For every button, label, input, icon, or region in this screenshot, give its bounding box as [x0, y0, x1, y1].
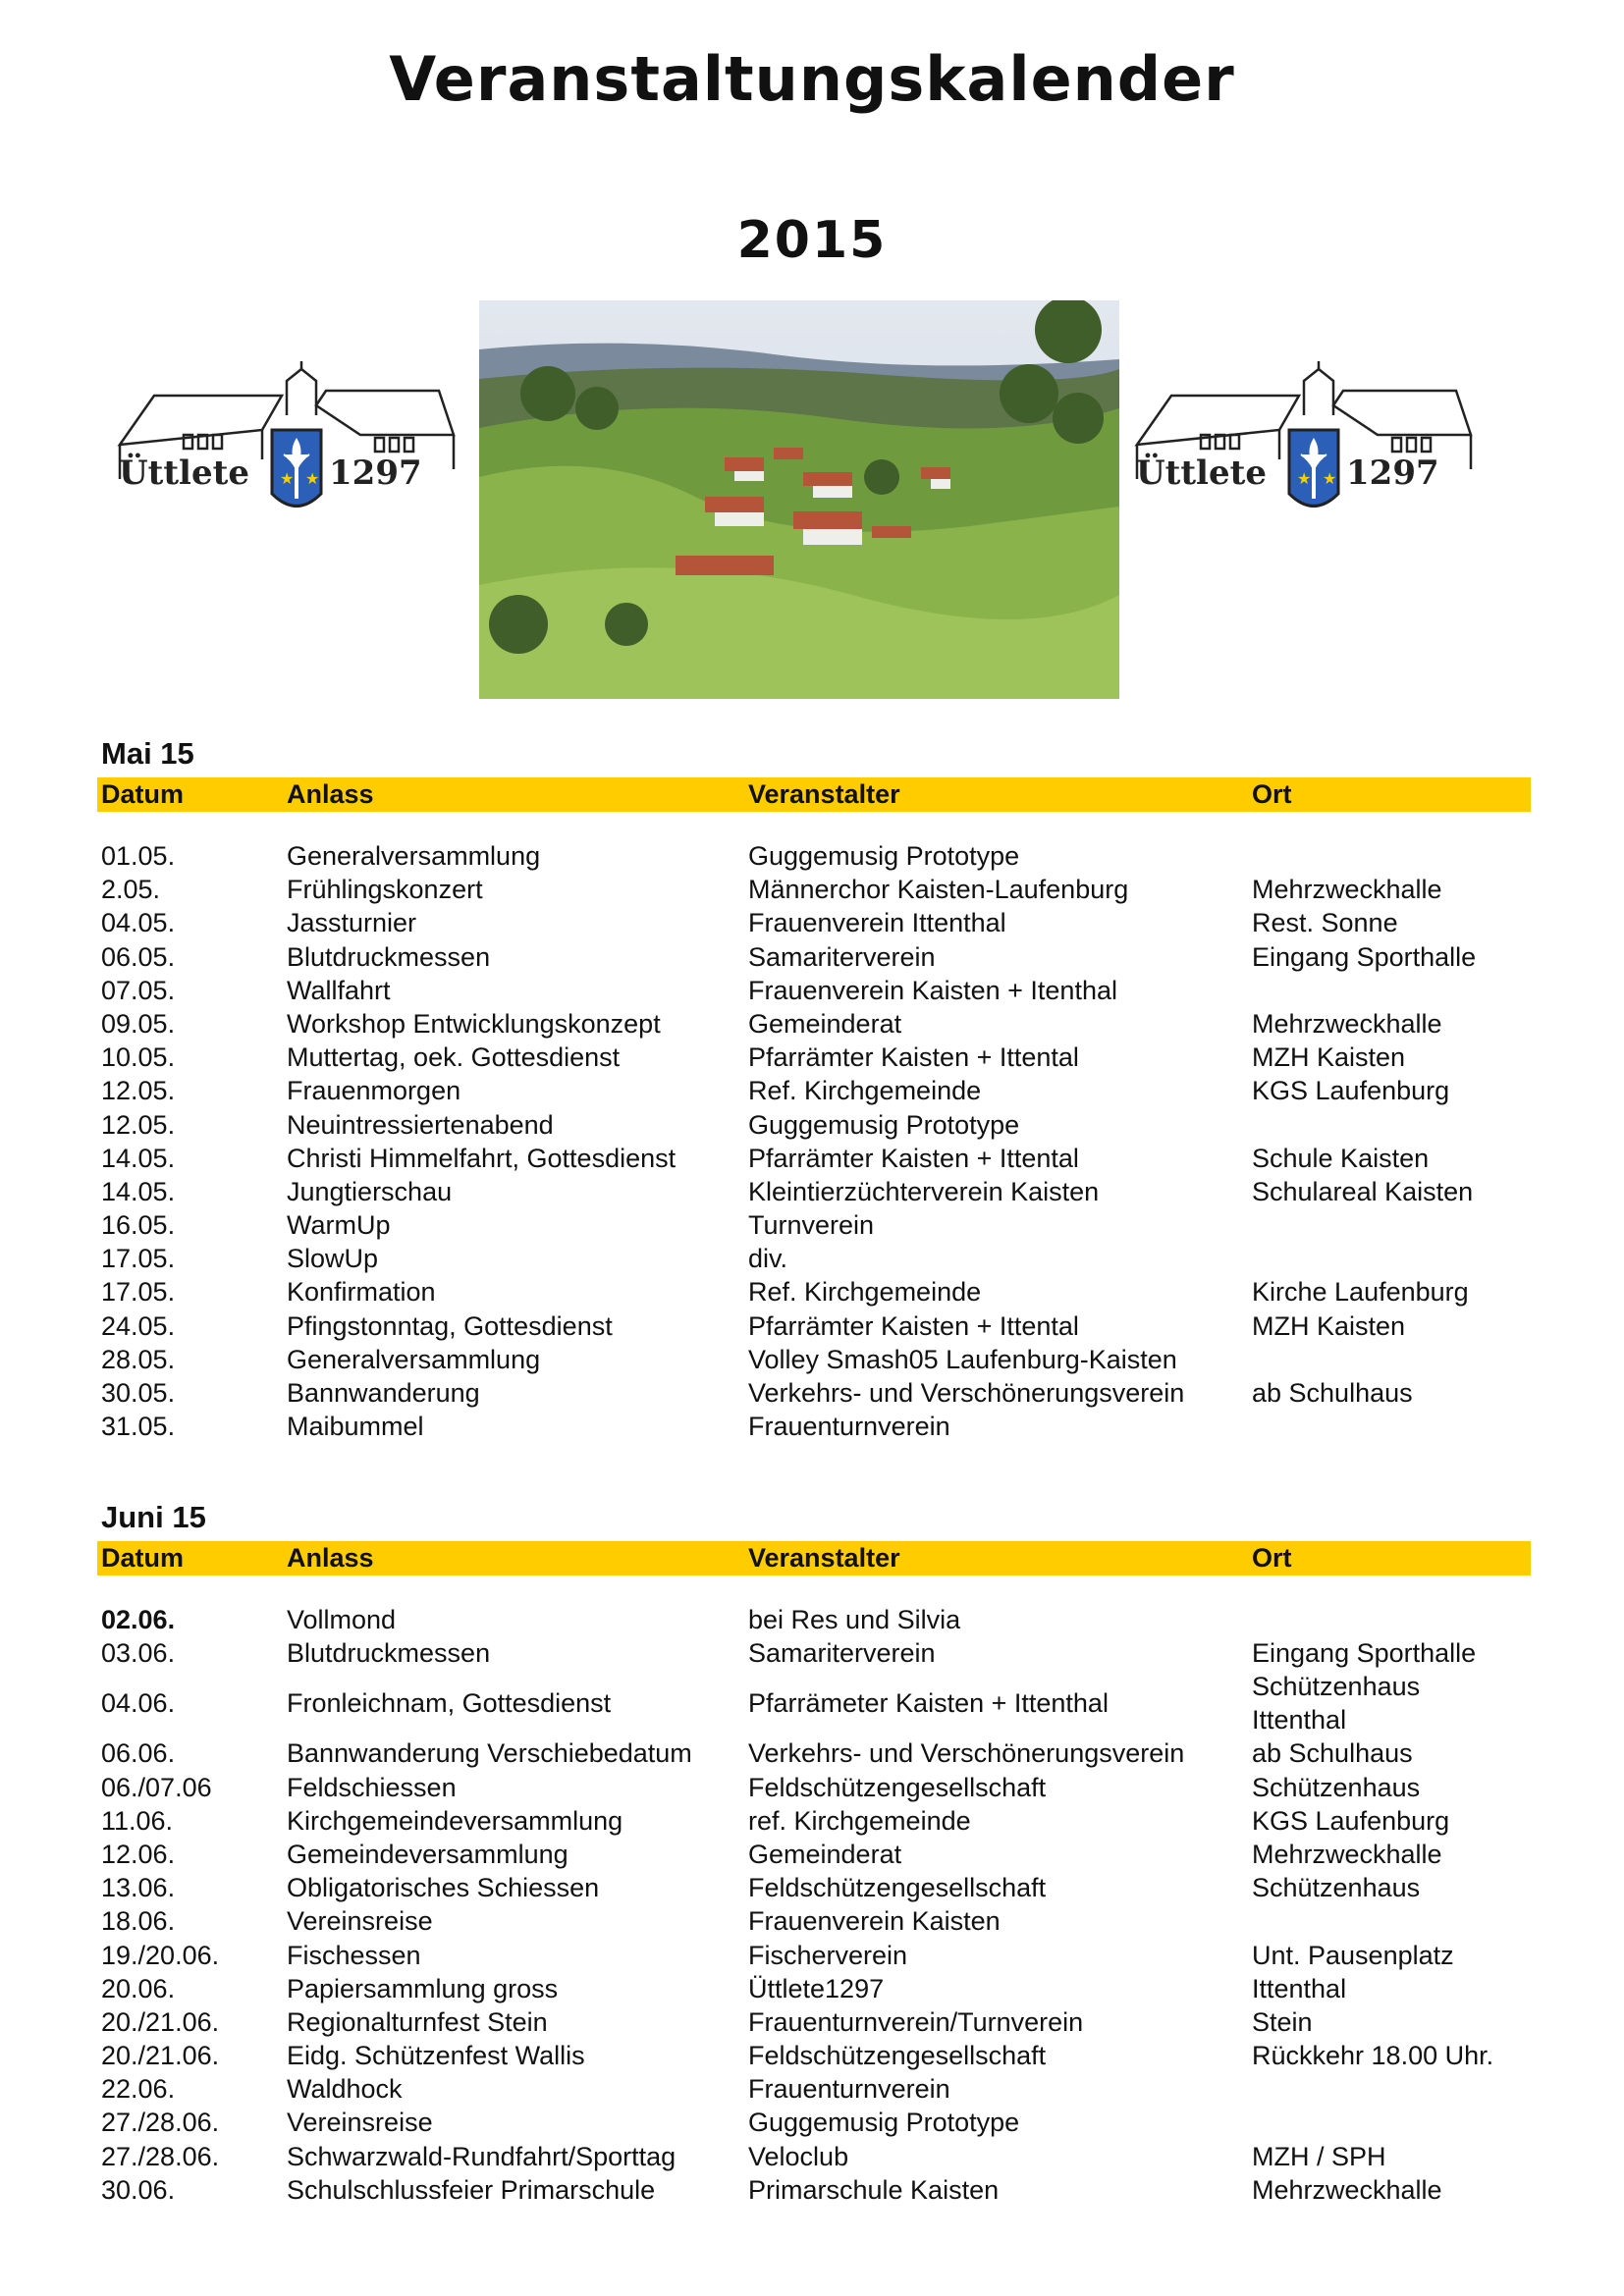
row-organizer: Fischerverein — [748, 1940, 908, 1970]
row-event: Kirchgemeindeversammlung — [287, 1805, 623, 1836]
row-organizer: Frauenverein Kaisten — [748, 1906, 1001, 1937]
row-date: 27./28.06. — [101, 2108, 220, 2138]
table-row — [97, 1242, 1531, 1275]
row-event: Generalversammlung — [287, 841, 541, 871]
row-date: 22.06. — [101, 2074, 176, 2105]
table-header-juni — [97, 1541, 1531, 1575]
row-date: 30.05. — [101, 1378, 176, 1408]
table-row — [97, 1939, 1531, 1972]
table-row — [97, 1309, 1531, 1343]
svg-text:Üttlete: Üttlete — [1136, 454, 1267, 493]
row-organizer: div. — [748, 1244, 788, 1274]
row-place: Ittenthal — [1252, 1973, 1347, 2003]
svg-text:★: ★ — [305, 471, 320, 488]
table-row — [97, 1804, 1531, 1838]
row-date: 12.06. — [101, 1839, 176, 1869]
row-event: Blutdruckmessen — [287, 1638, 491, 1669]
table-row — [97, 1771, 1531, 1804]
table-row — [97, 2173, 1531, 2207]
row-place: KGS Laufenburg — [1252, 1076, 1450, 1106]
row-event: Wallfahrt — [287, 975, 391, 1005]
header-datum: Datum — [101, 1543, 185, 1573]
page-year: 2015 — [736, 211, 888, 270]
row-event: Eidg. Schützenfest Wallis — [287, 2041, 585, 2071]
row-event: Feldschiessen — [287, 1772, 457, 1802]
row-date: 01.05. — [101, 841, 176, 871]
row-event: Obligatorisches Schiessen — [287, 1873, 600, 1903]
row-date: 30.06. — [101, 2174, 176, 2205]
row-event: Pfingstonntag, Gottesdienst — [287, 1310, 613, 1341]
row-event: Fischessen — [287, 1940, 421, 1970]
svg-text:1297: 1297 — [1346, 454, 1439, 493]
row-event: Gemeindeversammlung — [287, 1839, 568, 1869]
row-place: Eingang Sporthalle — [1252, 1638, 1477, 1669]
row-place: Schützenhaus — [1252, 1772, 1421, 1802]
row-place: Unt. Pausenplatz — [1252, 1940, 1454, 1970]
row-organizer: Frauenverein Ittenthal — [748, 908, 1006, 938]
row-event: Konfirmation — [287, 1277, 436, 1308]
table-row — [97, 1376, 1531, 1410]
row-place: Mehrzweckhalle — [1252, 1008, 1442, 1039]
row-organizer: Samariterverein — [748, 941, 936, 972]
row-date: 14.05. — [101, 1143, 176, 1173]
row-event: Schulschlussfeier Primarschule — [287, 2174, 656, 2205]
row-organizer: Feldschützengesellschaft — [748, 1772, 1047, 1802]
svg-text:★: ★ — [1323, 471, 1337, 488]
row-date: 14.05. — [101, 1176, 176, 1206]
section-title-mai: Mai 15 — [101, 736, 194, 771]
row-event: Christi Himmelfahrt, Gottesdienst — [287, 1143, 677, 1173]
row-event: Generalversammlung — [287, 1344, 541, 1374]
row-place: ab Schulhaus — [1252, 1378, 1413, 1408]
row-date: 11.06. — [101, 1805, 174, 1836]
table-row — [97, 1041, 1531, 1074]
row-event: Blutdruckmessen — [287, 941, 491, 972]
table-row — [97, 839, 1531, 873]
village-landscape-photo — [479, 300, 1119, 699]
row-place: MZH / SPH — [1252, 2141, 1386, 2171]
row-place: KGS Laufenburg — [1252, 1805, 1450, 1836]
table-row — [97, 2005, 1531, 2039]
row-event: WarmUp — [287, 1210, 391, 1241]
table-body-mai — [97, 839, 1531, 1443]
table-row — [97, 2140, 1531, 2173]
row-organizer: Pfarrämter Kaisten + Ittental — [748, 1310, 1079, 1341]
row-date: 18.06. — [101, 1906, 176, 1937]
row-date: 02.06. — [101, 1605, 176, 1634]
row-place: Eingang Sporthalle — [1252, 941, 1477, 972]
row-date: 16.05. — [101, 1210, 176, 1241]
row-date: 20./21.06. — [101, 2006, 220, 2037]
row-organizer: Frauenturnverein/Turnverein — [748, 2006, 1084, 2037]
row-date: 03.06. — [101, 1638, 176, 1669]
table-row — [97, 1603, 1531, 1636]
row-organizer: Guggemusig Prototype — [748, 1109, 1020, 1140]
row-date: 20.06. — [101, 1973, 176, 2003]
table-row — [97, 2106, 1531, 2139]
row-date: 17.05. — [101, 1244, 176, 1274]
row-organizer: Pfarrämter Kaisten + Ittental — [748, 1042, 1079, 1073]
row-date: 31.05. — [101, 1412, 176, 1442]
table-row — [97, 1343, 1531, 1376]
row-place: Schulareal Kaisten — [1252, 1176, 1474, 1206]
row-organizer: Turnverein — [748, 1210, 875, 1241]
svg-text:★: ★ — [1297, 471, 1312, 488]
uettlete-logo-right — [1132, 361, 1484, 569]
table-row — [97, 1410, 1531, 1443]
row-organizer: Pfarrämter Kaisten + Ittental — [748, 1143, 1079, 1173]
row-event: Jungtierschau — [287, 1176, 453, 1206]
row-event: Vereinsreise — [287, 1906, 433, 1937]
row-place: ab Schulhaus — [1252, 1738, 1413, 1769]
table-row — [97, 1142, 1531, 1175]
row-place: Schule Kaisten — [1252, 1143, 1430, 1173]
row-event: Frühlingskonzert — [287, 875, 483, 905]
row-date: 28.05. — [101, 1344, 176, 1374]
row-place: MZH Kaisten — [1252, 1042, 1406, 1073]
row-date: 2.05. — [101, 875, 161, 905]
table-row — [97, 1670, 1531, 1736]
table-row — [97, 2072, 1531, 2106]
section-mai — [97, 734, 1531, 1443]
row-organizer: bei Res und Silvia — [748, 1605, 961, 1634]
header-anlass: Anlass — [287, 1543, 374, 1573]
table-row — [97, 1736, 1531, 1770]
row-event: Vollmond — [287, 1605, 397, 1634]
table-row — [97, 940, 1531, 974]
header-anlass: Anlass — [287, 779, 374, 809]
row-event: Regionalturnfest Stein — [287, 2006, 548, 2037]
header-veranstalter: Veranstalter — [748, 779, 900, 809]
table-header-mai — [97, 777, 1531, 812]
row-event: Schwarzwald-Rundfahrt/Sporttag — [287, 2141, 677, 2171]
table-row — [97, 974, 1531, 1007]
row-date: 09.05. — [101, 1008, 176, 1039]
row-organizer: Primarschule Kaisten — [748, 2174, 1000, 2205]
row-organizer: Gemeinderat — [748, 1008, 902, 1039]
row-date: 20./21.06. — [101, 2041, 220, 2071]
row-event: Fronleichnam, Gottesdienst — [287, 1688, 612, 1719]
table-row — [97, 1904, 1531, 1938]
row-organizer: Frauenverein Kaisten + Itenthal — [748, 975, 1117, 1005]
uettlete-logo-left — [115, 361, 466, 569]
table-row — [97, 873, 1531, 906]
header-ort: Ort — [1252, 1543, 1292, 1573]
row-event: Vereinsreise — [287, 2108, 433, 2138]
row-place: MZH Kaisten — [1252, 1310, 1406, 1341]
row-event: Waldhock — [287, 2074, 403, 2105]
row-organizer: Ref. Kirchgemeinde — [748, 1076, 982, 1106]
header-ort: Ort — [1252, 779, 1292, 809]
row-date: 04.06. — [101, 1688, 176, 1719]
row-place: Schützenhaus Ittenthal — [1252, 1672, 1421, 1735]
row-organizer: Männerchor Kaisten-Laufenburg — [748, 875, 1129, 905]
row-date: 10.05. — [101, 1042, 176, 1073]
table-row — [97, 1175, 1531, 1208]
row-organizer: Volley Smash05 Laufenburg-Kaisten — [748, 1344, 1177, 1374]
row-event: Maibummel — [287, 1412, 424, 1442]
svg-text:1297: 1297 — [329, 454, 422, 493]
row-organizer: Verkehrs- und Verschönerungsverein — [748, 1738, 1185, 1769]
table-row — [97, 1838, 1531, 1871]
row-place: Mehrzweckhalle — [1252, 875, 1442, 905]
row-date: 24.05. — [101, 1310, 176, 1341]
svg-text:★: ★ — [280, 471, 295, 488]
row-organizer: ref. Kirchgemeinde — [748, 1805, 971, 1836]
section-juni — [97, 1498, 1531, 2207]
row-place: Schützenhaus — [1252, 1873, 1421, 1903]
header-datum: Datum — [101, 779, 185, 809]
table-row — [97, 1972, 1531, 2005]
table-row — [97, 1074, 1531, 1107]
row-organizer: Feldschützengesellschaft — [748, 1873, 1047, 1903]
row-date: 04.05. — [101, 908, 176, 938]
row-place: Mehrzweckhalle — [1252, 1839, 1442, 1869]
row-date: 07.05. — [101, 975, 176, 1005]
row-date: 12.05. — [101, 1076, 176, 1106]
row-event: Bannwanderung — [287, 1378, 480, 1408]
row-organizer: Guggemusig Prototype — [748, 841, 1020, 871]
row-place: Rückkehr 18.00 Uhr. — [1252, 2041, 1494, 2071]
row-date: 27./28.06. — [101, 2141, 220, 2171]
row-organizer: Pfarrämeter Kaisten + Ittenthal — [748, 1688, 1109, 1719]
row-organizer: Frauenturnverein — [748, 1412, 950, 1442]
row-event: Jassturnier — [287, 908, 417, 938]
table-row — [97, 906, 1531, 939]
row-organizer: Gemeinderat — [748, 1839, 902, 1869]
row-event: Workshop Entwicklungskonzept — [287, 1008, 661, 1039]
row-organizer: Ref. Kirchgemeinde — [748, 1277, 982, 1308]
table-row — [97, 1208, 1531, 1242]
table-body-juni — [97, 1603, 1531, 2207]
row-place: Rest. Sonne — [1252, 908, 1398, 938]
row-date: 06.06. — [101, 1738, 176, 1769]
row-place: Mehrzweckhalle — [1252, 2174, 1442, 2205]
row-place: Stein — [1252, 2006, 1313, 2037]
row-organizer: Frauenturnverein — [748, 2074, 950, 2105]
section-title-juni: Juni 15 — [101, 1500, 206, 1534]
row-organizer: Guggemusig Prototype — [748, 2108, 1020, 2138]
row-date: 12.05. — [101, 1109, 176, 1140]
row-organizer: Samariterverein — [748, 1638, 936, 1669]
row-date: 13.06. — [101, 1873, 176, 1903]
row-date: 17.05. — [101, 1277, 176, 1308]
row-place: Kirche Laufenburg — [1252, 1277, 1469, 1308]
page-title: Veranstaltungskalender — [389, 43, 1235, 115]
table-row — [97, 1275, 1531, 1308]
row-organizer: Verkehrs- und Verschönerungsverein — [748, 1378, 1185, 1408]
row-event: Papiersammlung gross — [287, 1973, 559, 2003]
table-row — [97, 1871, 1531, 1904]
table-row — [97, 1007, 1531, 1041]
row-organizer: Veloclub — [748, 2141, 849, 2171]
svg-text:Üttlete: Üttlete — [119, 454, 249, 493]
row-event: Neuintressiertenabend — [287, 1109, 554, 1140]
row-organizer: Üttlete1297 — [748, 1973, 885, 2003]
row-event: SlowUp — [287, 1244, 379, 1274]
row-date: 06./07.06 — [101, 1772, 212, 1802]
header-veranstalter: Veranstalter — [748, 1543, 900, 1573]
row-event: Muttertag, oek. Gottesdienst — [287, 1042, 621, 1073]
row-event: Frauenmorgen — [287, 1076, 461, 1106]
table-row — [97, 1108, 1531, 1142]
row-event: Bannwanderung Verschiebedatum — [287, 1738, 692, 1769]
table-row — [97, 2039, 1531, 2072]
table-row — [97, 1636, 1531, 1670]
row-organizer: Kleintierzüchterverein Kaisten — [748, 1176, 1100, 1206]
row-organizer: Feldschützengesellschaft — [748, 2041, 1047, 2071]
row-date: 06.05. — [101, 941, 176, 972]
row-date: 19./20.06. — [101, 1940, 220, 1970]
